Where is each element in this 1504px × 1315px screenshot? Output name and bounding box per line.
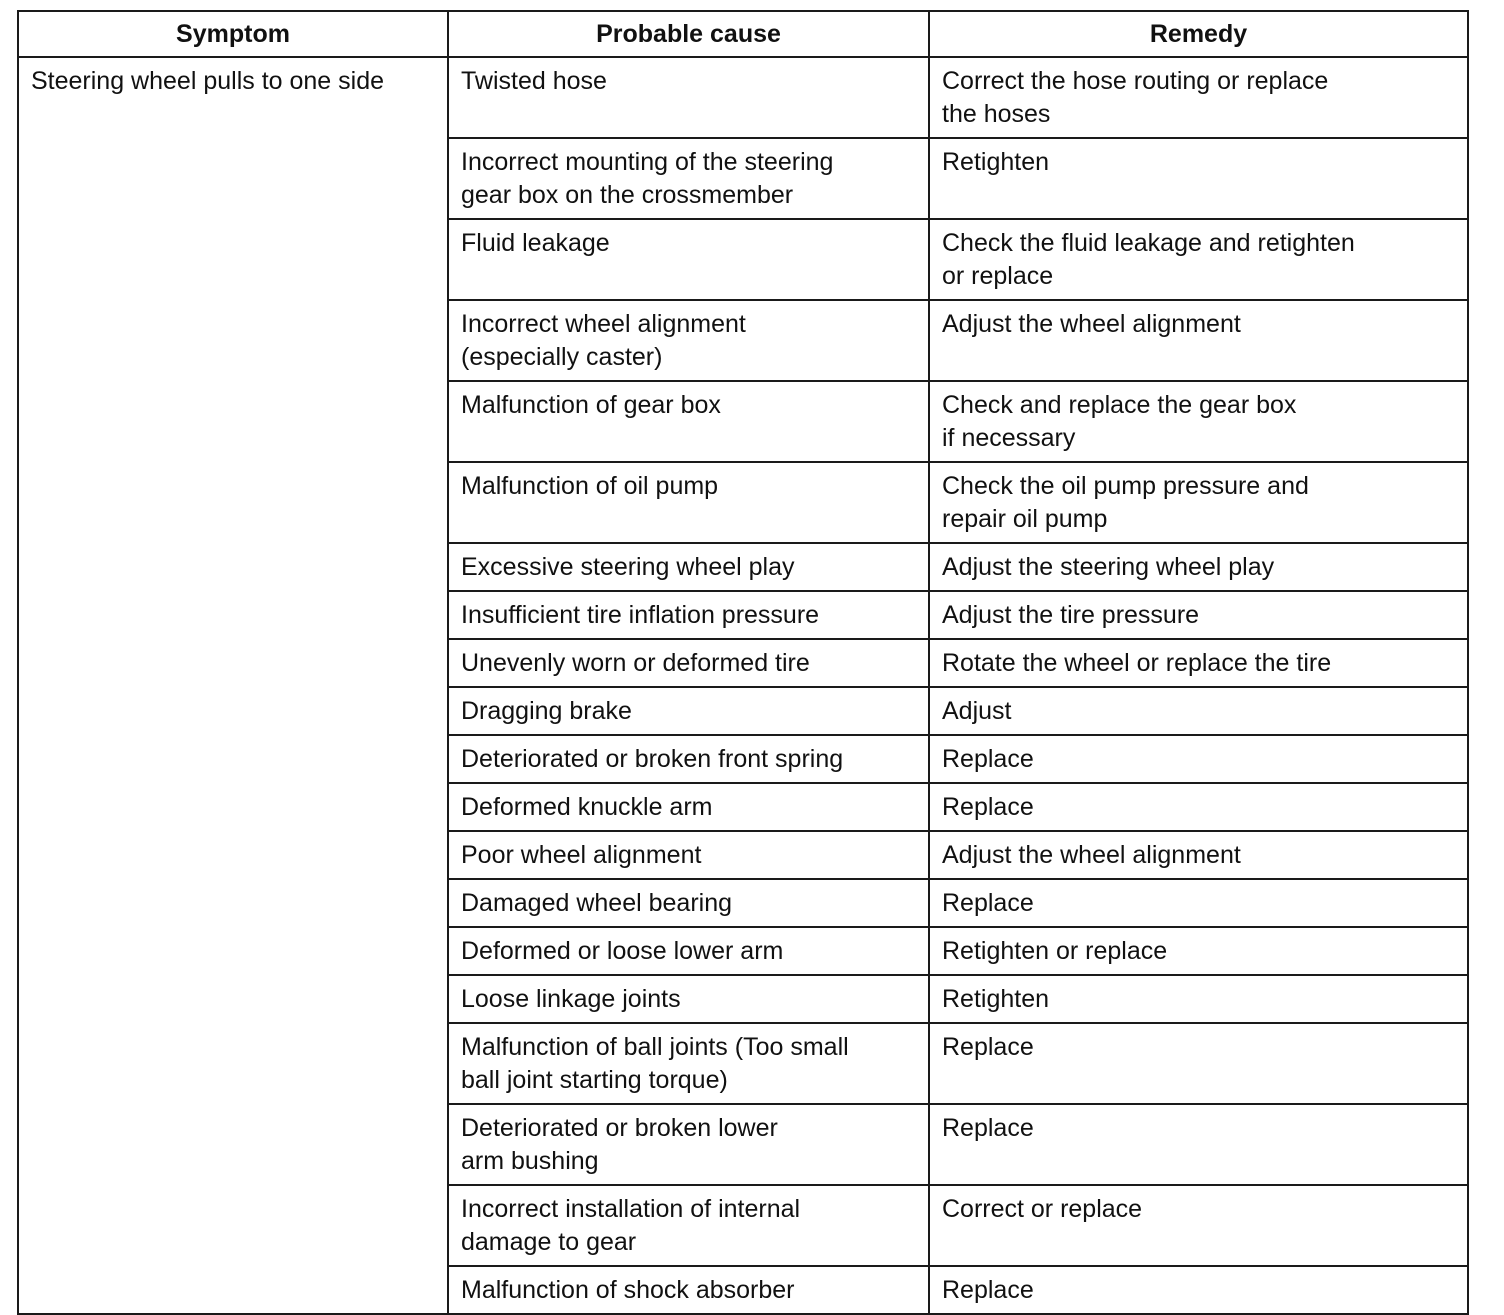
cause-cell: Insufficient tire inflation pressure — [448, 591, 929, 639]
cause-cell: Deformed or loose lower arm — [448, 927, 929, 975]
cause-cell: Deteriorated or broken front spring — [448, 735, 929, 783]
remedy-cell: Check and replace the gear box if necessary — [929, 381, 1468, 462]
remedy-cell: Correct the hose routing or replace the hoses — [929, 57, 1468, 138]
remedy-cell: Replace — [929, 783, 1468, 831]
remedy-cell: Adjust the steering wheel play — [929, 543, 1468, 591]
symptom-cell: Steering wheel pulls to one side — [18, 57, 448, 1314]
remedy-cell: Adjust the tire pressure — [929, 591, 1468, 639]
header-symptom: Symptom — [18, 11, 448, 57]
cause-cell: Damaged wheel bearing — [448, 879, 929, 927]
cause-cell: Deformed knuckle arm — [448, 783, 929, 831]
cause-cell: Fluid leakage — [448, 219, 929, 300]
header-row — [18, 11, 1468, 57]
remedy-cell: Check the oil pump pressure and repair oil pump — [929, 462, 1468, 543]
cause-cell: Deteriorated or broken lower arm bushing — [448, 1104, 929, 1185]
cause-cell: Incorrect mounting of the steering gear box on the crossmember — [448, 138, 929, 219]
cause-cell: Malfunction of gear box — [448, 381, 929, 462]
cause-cell: Loose linkage joints — [448, 975, 929, 1023]
cause-cell: Incorrect installation of internal damage to gear — [448, 1185, 929, 1266]
header-probable-cause: Probable cause — [448, 11, 929, 57]
remedy-cell: Adjust the wheel alignment — [929, 831, 1468, 879]
remedy-cell: Adjust the wheel alignment — [929, 300, 1468, 381]
cause-cell: Twisted hose — [448, 57, 929, 138]
remedy-cell: Replace — [929, 1023, 1468, 1104]
troubleshooting-table — [17, 10, 1469, 1315]
remedy-cell: Check the fluid leakage and retighten or replace — [929, 219, 1468, 300]
cause-cell: Malfunction of shock absorber — [448, 1266, 929, 1314]
header-remedy: Remedy — [929, 11, 1468, 57]
cause-cell: Dragging brake — [448, 687, 929, 735]
remedy-cell: Retighten — [929, 138, 1468, 219]
cause-cell: Incorrect wheel alignment (especially caster) — [448, 300, 929, 381]
remedy-cell: Adjust — [929, 687, 1468, 735]
cause-cell: Malfunction of oil pump — [448, 462, 929, 543]
remedy-cell: Replace — [929, 879, 1468, 927]
cause-cell: Unevenly worn or deformed tire — [448, 639, 929, 687]
remedy-cell: Replace — [929, 1266, 1468, 1314]
cause-cell: Excessive steering wheel play — [448, 543, 929, 591]
remedy-cell: Retighten or replace — [929, 927, 1468, 975]
remedy-cell: Replace — [929, 1104, 1468, 1185]
remedy-cell: Retighten — [929, 975, 1468, 1023]
table-row — [18, 57, 1468, 138]
remedy-cell: Correct or replace — [929, 1185, 1468, 1266]
remedy-cell: Replace — [929, 735, 1468, 783]
remedy-cell: Rotate the wheel or replace the tire — [929, 639, 1468, 687]
table-body — [18, 57, 1468, 1314]
cause-cell: Poor wheel alignment — [448, 831, 929, 879]
cause-cell: Malfunction of ball joints (Too small ball joint starting torque) — [448, 1023, 929, 1104]
